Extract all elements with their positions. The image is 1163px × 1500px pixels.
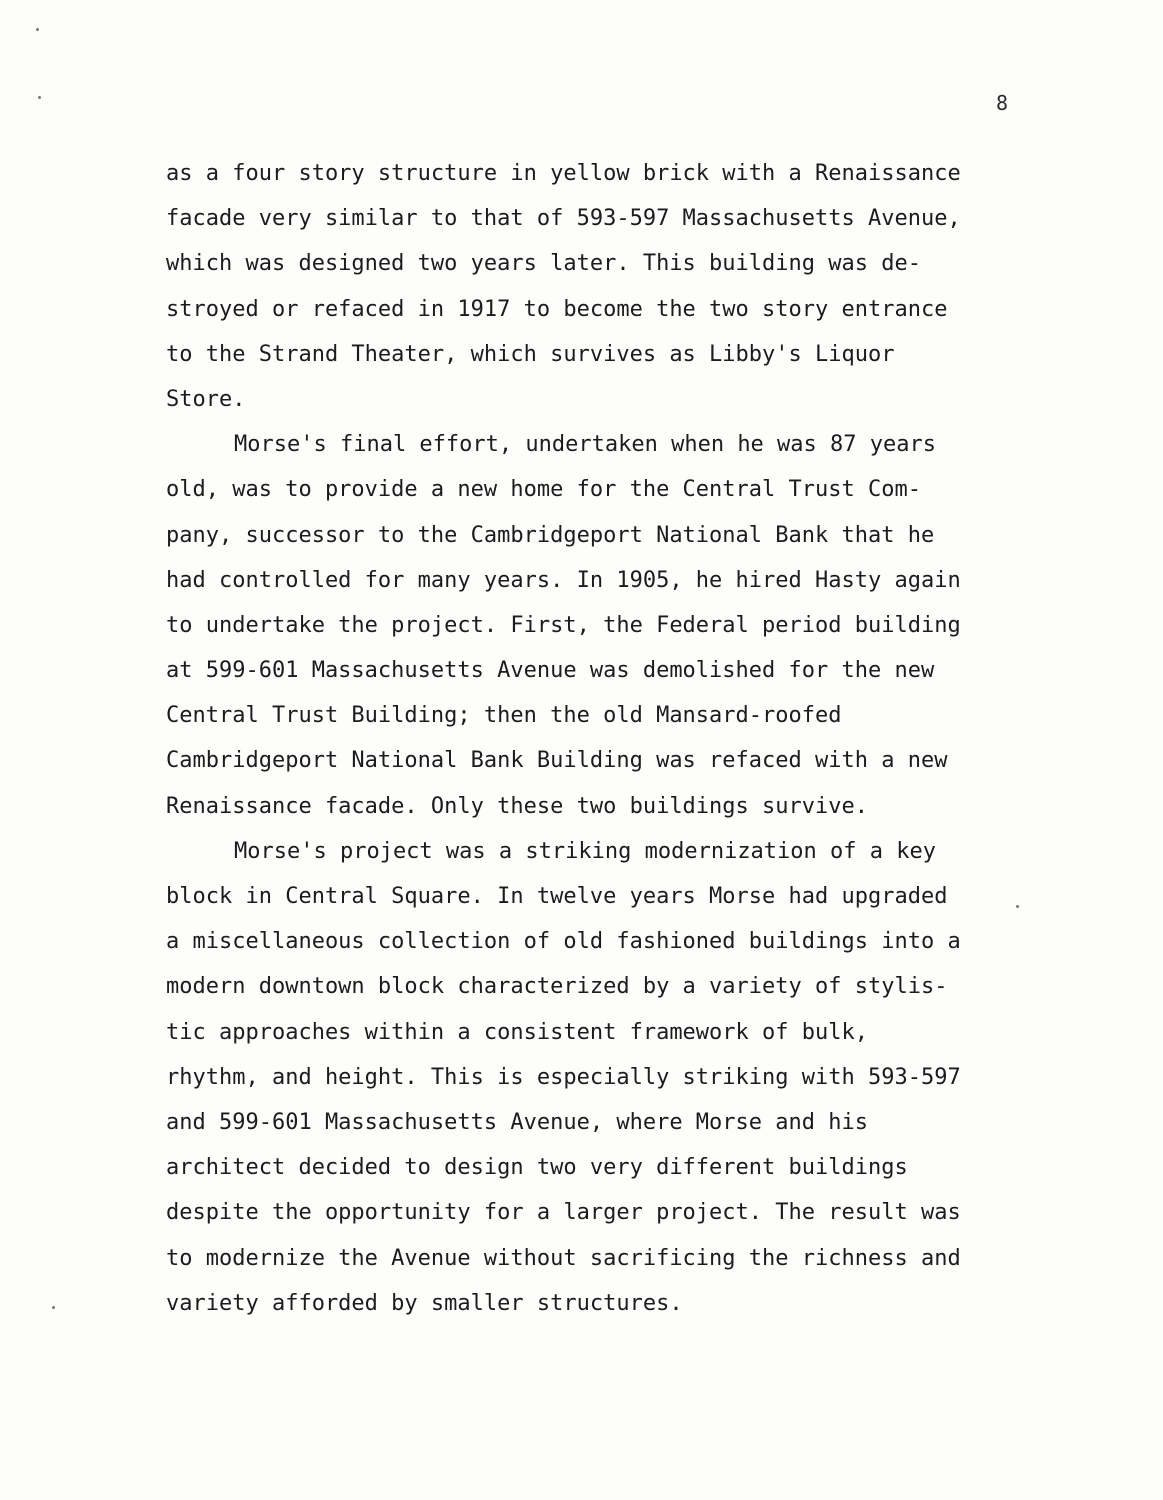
text-line: as a four story structure in yellow brick with a Renaissance bbox=[166, 161, 961, 186]
text-line: had controlled for many years. In 1905, he hired Hasty again bbox=[166, 567, 961, 593]
text-line: tic approaches within a consistent framework of bulk, bbox=[166, 1019, 868, 1045]
text-line: a miscellaneous collection of old fashioned buildings into a bbox=[166, 929, 961, 955]
paragraph-first-line: Morse's project was a striking modernization of a key bbox=[234, 838, 936, 864]
text-line: rhythm, and height. This is especially striking with 593-597 bbox=[166, 1064, 961, 1090]
text-line: pany, successor to the Cambridgeport National Bank that he bbox=[166, 522, 935, 548]
text-line: despite the opportunity for a larger project. The result was bbox=[166, 1200, 961, 1226]
text-line: at 599-601 Massachusetts Avenue was demolished for the new bbox=[166, 658, 935, 684]
paragraph-first-line: Morse's final effort, undertaken when he was 87 years bbox=[234, 432, 936, 458]
scan-speck bbox=[36, 28, 39, 31]
text-line: Central Trust Building; then the old Mansard-roofed bbox=[166, 703, 842, 729]
text-line: to undertake the project. First, the Federal period building bbox=[166, 612, 961, 638]
text-line: facade very similar to that of 593-597 Massachusetts Avenue, bbox=[166, 206, 961, 232]
scan-speck bbox=[38, 96, 41, 99]
text-line: stroyed or refaced in 1917 to become the two story entrance bbox=[166, 296, 948, 322]
text-line: Renaissance facade. Only these two buildings survive. bbox=[166, 793, 868, 819]
text-line: Cambridgeport National Bank Building was refaced with a new bbox=[166, 748, 948, 774]
text-line: to the Strand Theater, which survives as Libby's Liquor bbox=[166, 341, 895, 367]
text-line: old, was to provide a new home for the Central Trust Com- bbox=[166, 477, 921, 503]
scan-speck bbox=[52, 1306, 55, 1309]
page-number: 8 bbox=[996, 91, 1009, 115]
text-line: block in Central Square. In twelve years Morse had upgraded bbox=[166, 884, 948, 909]
text-line: which was designed two years later. This building was de- bbox=[166, 251, 921, 277]
body-text bbox=[166, 158, 1006, 1333]
text-line: to modernize the Avenue without sacrificing the richness and bbox=[166, 1245, 961, 1271]
text-line: modern downtown block characterized by a variety of stylis- bbox=[166, 974, 948, 1000]
text-line: Store. bbox=[166, 386, 246, 412]
text-line: architect decided to design two very different buildings bbox=[166, 1155, 908, 1181]
text-line: variety afforded by smaller structures. bbox=[166, 1290, 683, 1316]
scan-speck bbox=[1016, 905, 1019, 908]
text-line: and 599-601 Massachusetts Avenue, where Morse and his bbox=[166, 1109, 868, 1135]
